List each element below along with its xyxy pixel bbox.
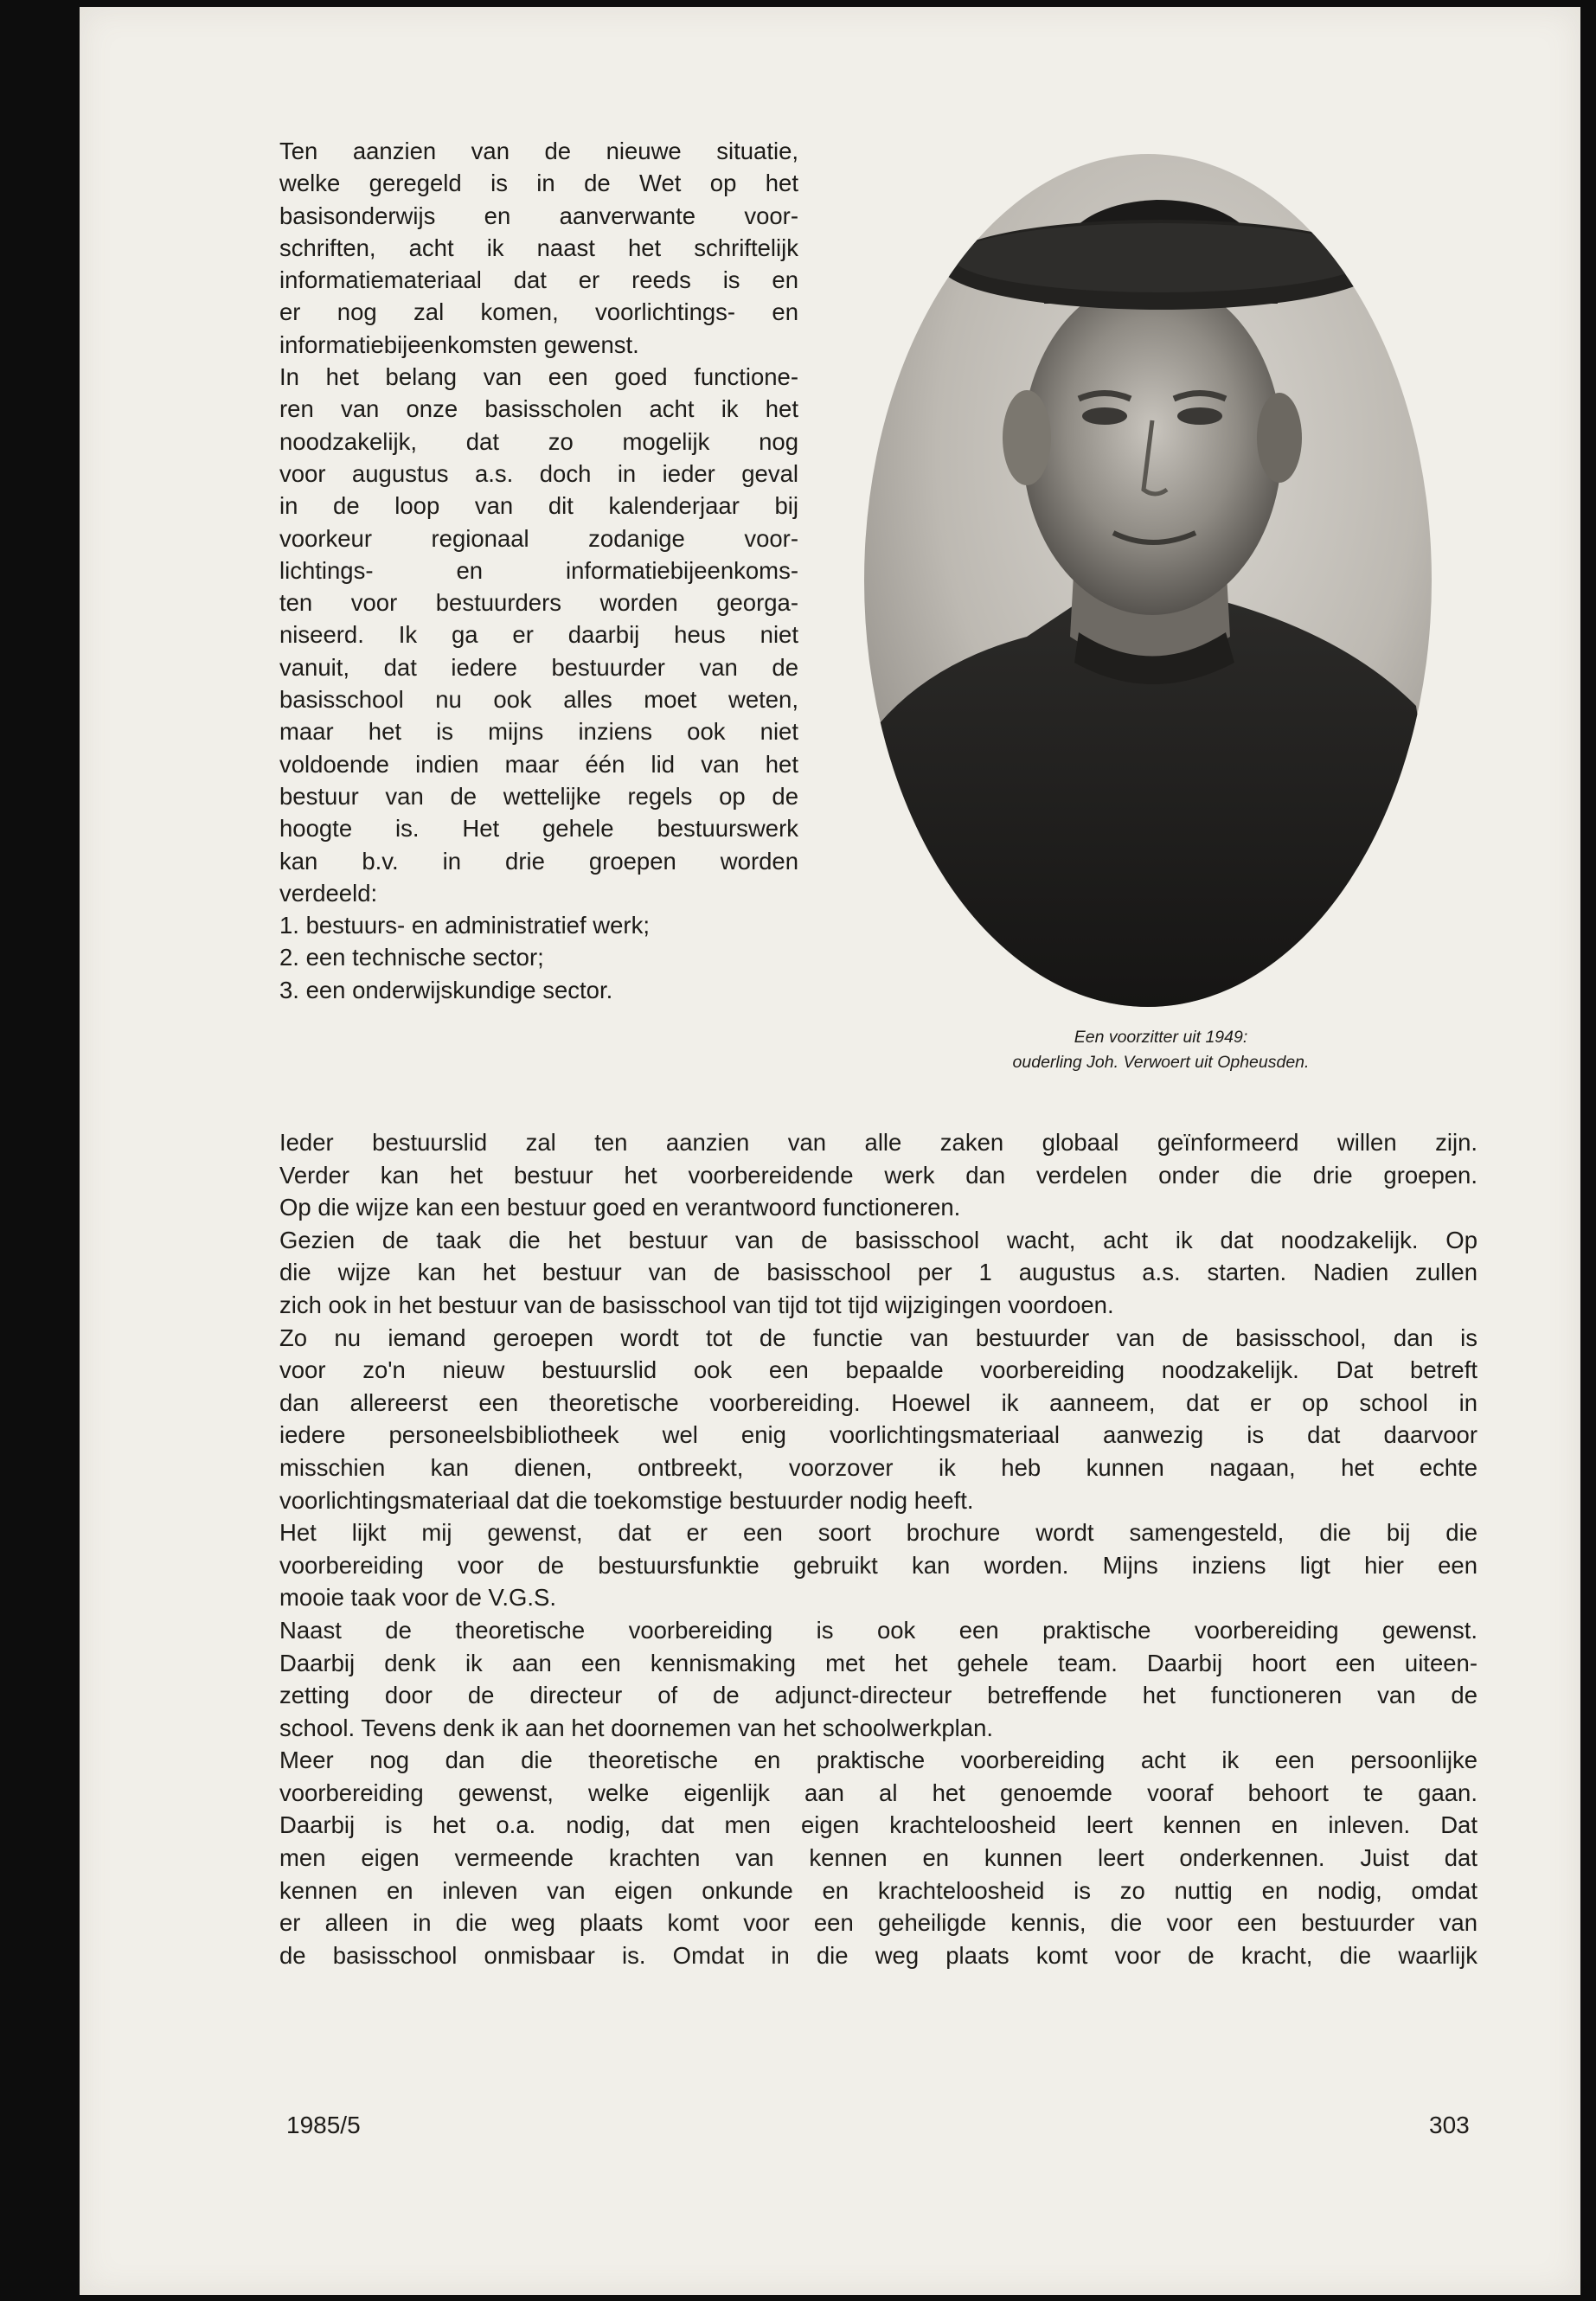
text-line: informatiemateriaal dat er reeds is en bbox=[279, 266, 798, 294]
text-line: voor zo'n nieuw bestuurslid ook een bepaalde voorbereiding noodzakelijk. Dat betreft bbox=[279, 1356, 1477, 1384]
text-line: Naast de theoretische voorbereiding is ook een praktische voorbereiding gewenst. bbox=[279, 1616, 1477, 1644]
text-line: niseerd. Ik ga er daarbij heus niet bbox=[279, 621, 798, 649]
text-line: in de loop van dit kalenderjaar bij bbox=[279, 492, 798, 520]
text-line: ren van onze basisscholen acht ik het bbox=[279, 395, 798, 423]
text-line: Daarbij denk ik aan een kennismaking met het gehele team. Daarbij hoort een uiteen- bbox=[279, 1649, 1477, 1676]
text-line: voorbereiding voor de bestuursfunktie gebruikt kan worden. Mijns inziens ligt hier een bbox=[279, 1551, 1477, 1579]
text-line: Op die wijze kan een bestuur goed en verantwoord functioneren. bbox=[279, 1194, 961, 1221]
text-line: Daarbij is het o.a. nodig, dat men eigen krachteloosheid leert kennen en inleven. Dat bbox=[279, 1811, 1477, 1839]
text-line: vanuit, dat iedere bestuurder van de bbox=[279, 653, 798, 681]
text-line: kan b.v. in drie groepen worden bbox=[279, 847, 798, 875]
photo-caption bbox=[910, 1025, 1412, 1075]
text-line: hoogte is. Het gehele bestuurswerk bbox=[279, 815, 798, 843]
page-number: 303 bbox=[1429, 2112, 1470, 2138]
caption-line: Een voorzitter uit 1949: bbox=[1074, 1028, 1248, 1047]
text-line: noodzakelijk, dat zo mogelijk nog bbox=[279, 427, 798, 455]
text-line: Zo nu iemand geroepen wordt tot de functie van bestuurder van de basisschool, dan is bbox=[279, 1324, 1477, 1351]
text-line: welke geregeld is in de Wet op het bbox=[279, 170, 798, 197]
text-line: men eigen vermeende krachten van kennen en kunnen leert onderkennen. Juist dat bbox=[279, 1844, 1477, 1872]
portrait-photo bbox=[862, 152, 1433, 1009]
text-line: zich ook in het bestuur van de basisschool van tijd tot tijd wijzigingen voordoen. bbox=[279, 1291, 1114, 1318]
text-line: dan allereerst een theoretische voorbereiding. Hoewel ik aanneem, dat er op school in bbox=[279, 1388, 1477, 1416]
text-line: ten voor bestuurders worden georga- bbox=[279, 589, 798, 617]
text-line: kennen en inleven van eigen onkunde en krachteloosheid is zo nuttig en nodig, omdat bbox=[279, 1876, 1477, 1904]
text-line: maar het is mijns inziens ook niet bbox=[279, 718, 798, 746]
text-line: mooie taak voor de V.G.S. bbox=[279, 1584, 556, 1612]
text-line: basisonderwijs en aanverwante voor- bbox=[279, 202, 798, 229]
text-line: voorbereiding gewenst, welke eigenlijk aan al het genoemde vooraf behoort te gaan. bbox=[279, 1779, 1477, 1806]
text-line: voor augustus a.s. doch in ieder geval bbox=[279, 459, 798, 487]
text-line: Ieder bestuurslid zal ten aanzien van alle zaken globaal geïnformeerd willen zijn. bbox=[279, 1129, 1477, 1156]
list-item: 3. een onderwijskundige sector. bbox=[279, 976, 613, 1003]
text-line: voldoende indien maar één lid van het bbox=[279, 750, 798, 778]
text-line: informatiebijeenkomsten gewenst. bbox=[279, 330, 639, 358]
text-line: de basisschool onmisbaar is. Omdat in die weg plaats komt voor de kracht, die waarlijk bbox=[279, 1941, 1477, 1969]
text-line: er alleen in die weg plaats komt voor een geheiligde kennis, die voor een bestuurder van bbox=[279, 1909, 1477, 1937]
text-line: Verder kan het bestuur het voorbereidende werk dan verdelen onder die drie groepen. bbox=[279, 1161, 1477, 1189]
list-item: 2. een technische sector; bbox=[279, 944, 544, 971]
text-line: voorlichtingsmateriaal dat die toekomstige bestuurder nodig heeft. bbox=[279, 1486, 974, 1514]
text-line: Gezien de taak die het bestuur van de basisschool wacht, acht ik dat noodzakelijk. Op bbox=[279, 1226, 1477, 1253]
text-line: zetting door de directeur of de adjunct-directeur betreffende het functioneren van de bbox=[279, 1682, 1477, 1709]
text-line: Meer nog dan die theoretische en praktische voorbereiding acht ik een persoonlijke bbox=[279, 1747, 1477, 1774]
text-line: In het belang van een goed functione- bbox=[279, 363, 798, 391]
text-line: school. Tevens denk ik aan het doornemen van het schoolwerkplan. bbox=[279, 1714, 994, 1741]
text-line: verdeeld: bbox=[279, 879, 378, 907]
full-width-text bbox=[279, 1126, 1477, 1971]
text-line: Het lijkt mij gewenst, dat er een soort brochure wordt samengesteld, die bij die bbox=[279, 1519, 1477, 1547]
text-line: bestuur van de wettelijke regels op de bbox=[279, 782, 798, 810]
list-item: 1. bestuurs- en administratief werk; bbox=[279, 912, 650, 939]
text-line: er nog zal komen, voorlichtings- en bbox=[279, 298, 798, 326]
document-page bbox=[80, 7, 1580, 2295]
text-line: basisschool nu ook alles moet weten, bbox=[279, 686, 798, 714]
text-line: lichtings- en informatiebijeenkoms- bbox=[279, 556, 798, 584]
text-line: iedere personeelsbibliotheek wel enig voorlichtingsmateriaal aanwezig is dat daarvoor bbox=[279, 1421, 1477, 1449]
text-line: schriften, acht ik naast het schriftelijk bbox=[279, 234, 798, 261]
left-column-text bbox=[279, 135, 798, 1006]
issue-number: 1985/5 bbox=[286, 2112, 361, 2138]
text-line: voorkeur regionaal zodanige voor- bbox=[279, 524, 798, 552]
text-line: die wijze kan het bestuur van de basisschool per 1 augustus a.s. starten. Nadien zullen bbox=[279, 1259, 1477, 1286]
text-line: misschien kan dienen, ontbreekt, voorzover ik heb kunnen nagaan, het echte bbox=[279, 1453, 1477, 1481]
caption-line: ouderling Joh. Verwoert uit Opheusden. bbox=[1012, 1053, 1310, 1072]
text-line: Ten aanzien van de nieuwe situatie, bbox=[279, 138, 798, 164]
